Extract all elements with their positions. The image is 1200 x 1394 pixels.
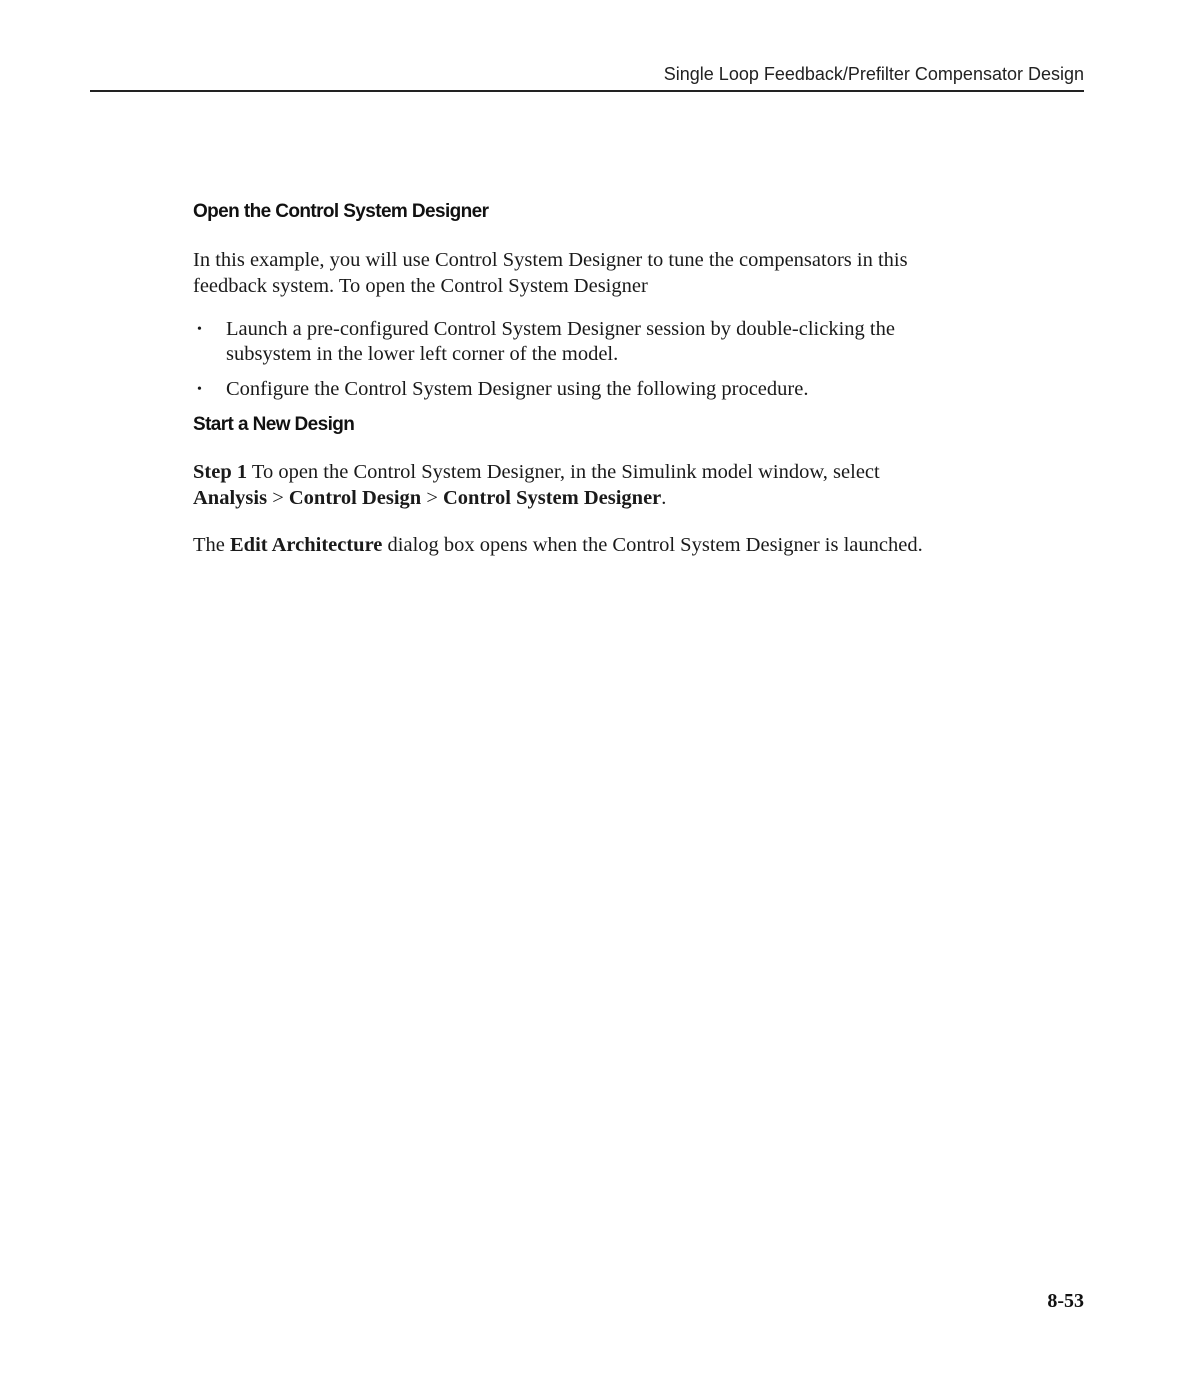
running-title: Single Loop Feedback/Prefilter Compensator Design <box>663 64 1084 84</box>
intro-paragraph <box>193 247 1093 299</box>
bullet-icon: • <box>197 322 202 337</box>
step-label: Step 1 <box>193 461 248 483</box>
running-header <box>90 62 1084 92</box>
list-item-line-1: Configure the Control System Designer using the following procedure. <box>226 378 809 400</box>
section-heading-new-design: Start a New Design <box>193 414 355 435</box>
menu-separator: > <box>267 487 289 509</box>
list-item-line-2: subsystem in the lower left corner of the model. <box>226 343 619 365</box>
intro-line-1: In this example, you will use Control System Designer to tune the compensators in this <box>193 249 908 271</box>
menu-item-analysis: Analysis <box>193 487 268 509</box>
bullet-icon: • <box>197 382 202 397</box>
intro-line-2: feedback system. To open the Control System Designer <box>193 275 648 297</box>
list-item-line-1: Launch a pre-configured Control System Designer session by double-clicking the <box>226 318 895 340</box>
step-1-paragraph <box>193 459 1093 511</box>
edit-para-before: The <box>193 534 230 556</box>
menu-item-control-design: Control Design <box>288 487 422 509</box>
edit-architecture-paragraph <box>193 532 1093 558</box>
page-content <box>193 199 1093 558</box>
section-heading-open-designer: Open the Control System Designer <box>193 201 489 222</box>
page-number: 8-53 <box>1047 1290 1084 1312</box>
edit-architecture-term: Edit Architecture <box>230 534 383 556</box>
list-item <box>193 317 1093 367</box>
list-item <box>193 377 1093 402</box>
menu-separator: > <box>421 487 443 509</box>
menu-path-end: . <box>661 487 667 509</box>
edit-para-after: dialog box opens when the Control System Designer is launched. <box>382 534 923 556</box>
option-list <box>193 317 1093 402</box>
menu-item-control-system-designer: Control System Designer <box>443 487 662 509</box>
step-text: To open the Control System Designer, in the Simulink model window, select <box>247 461 880 483</box>
